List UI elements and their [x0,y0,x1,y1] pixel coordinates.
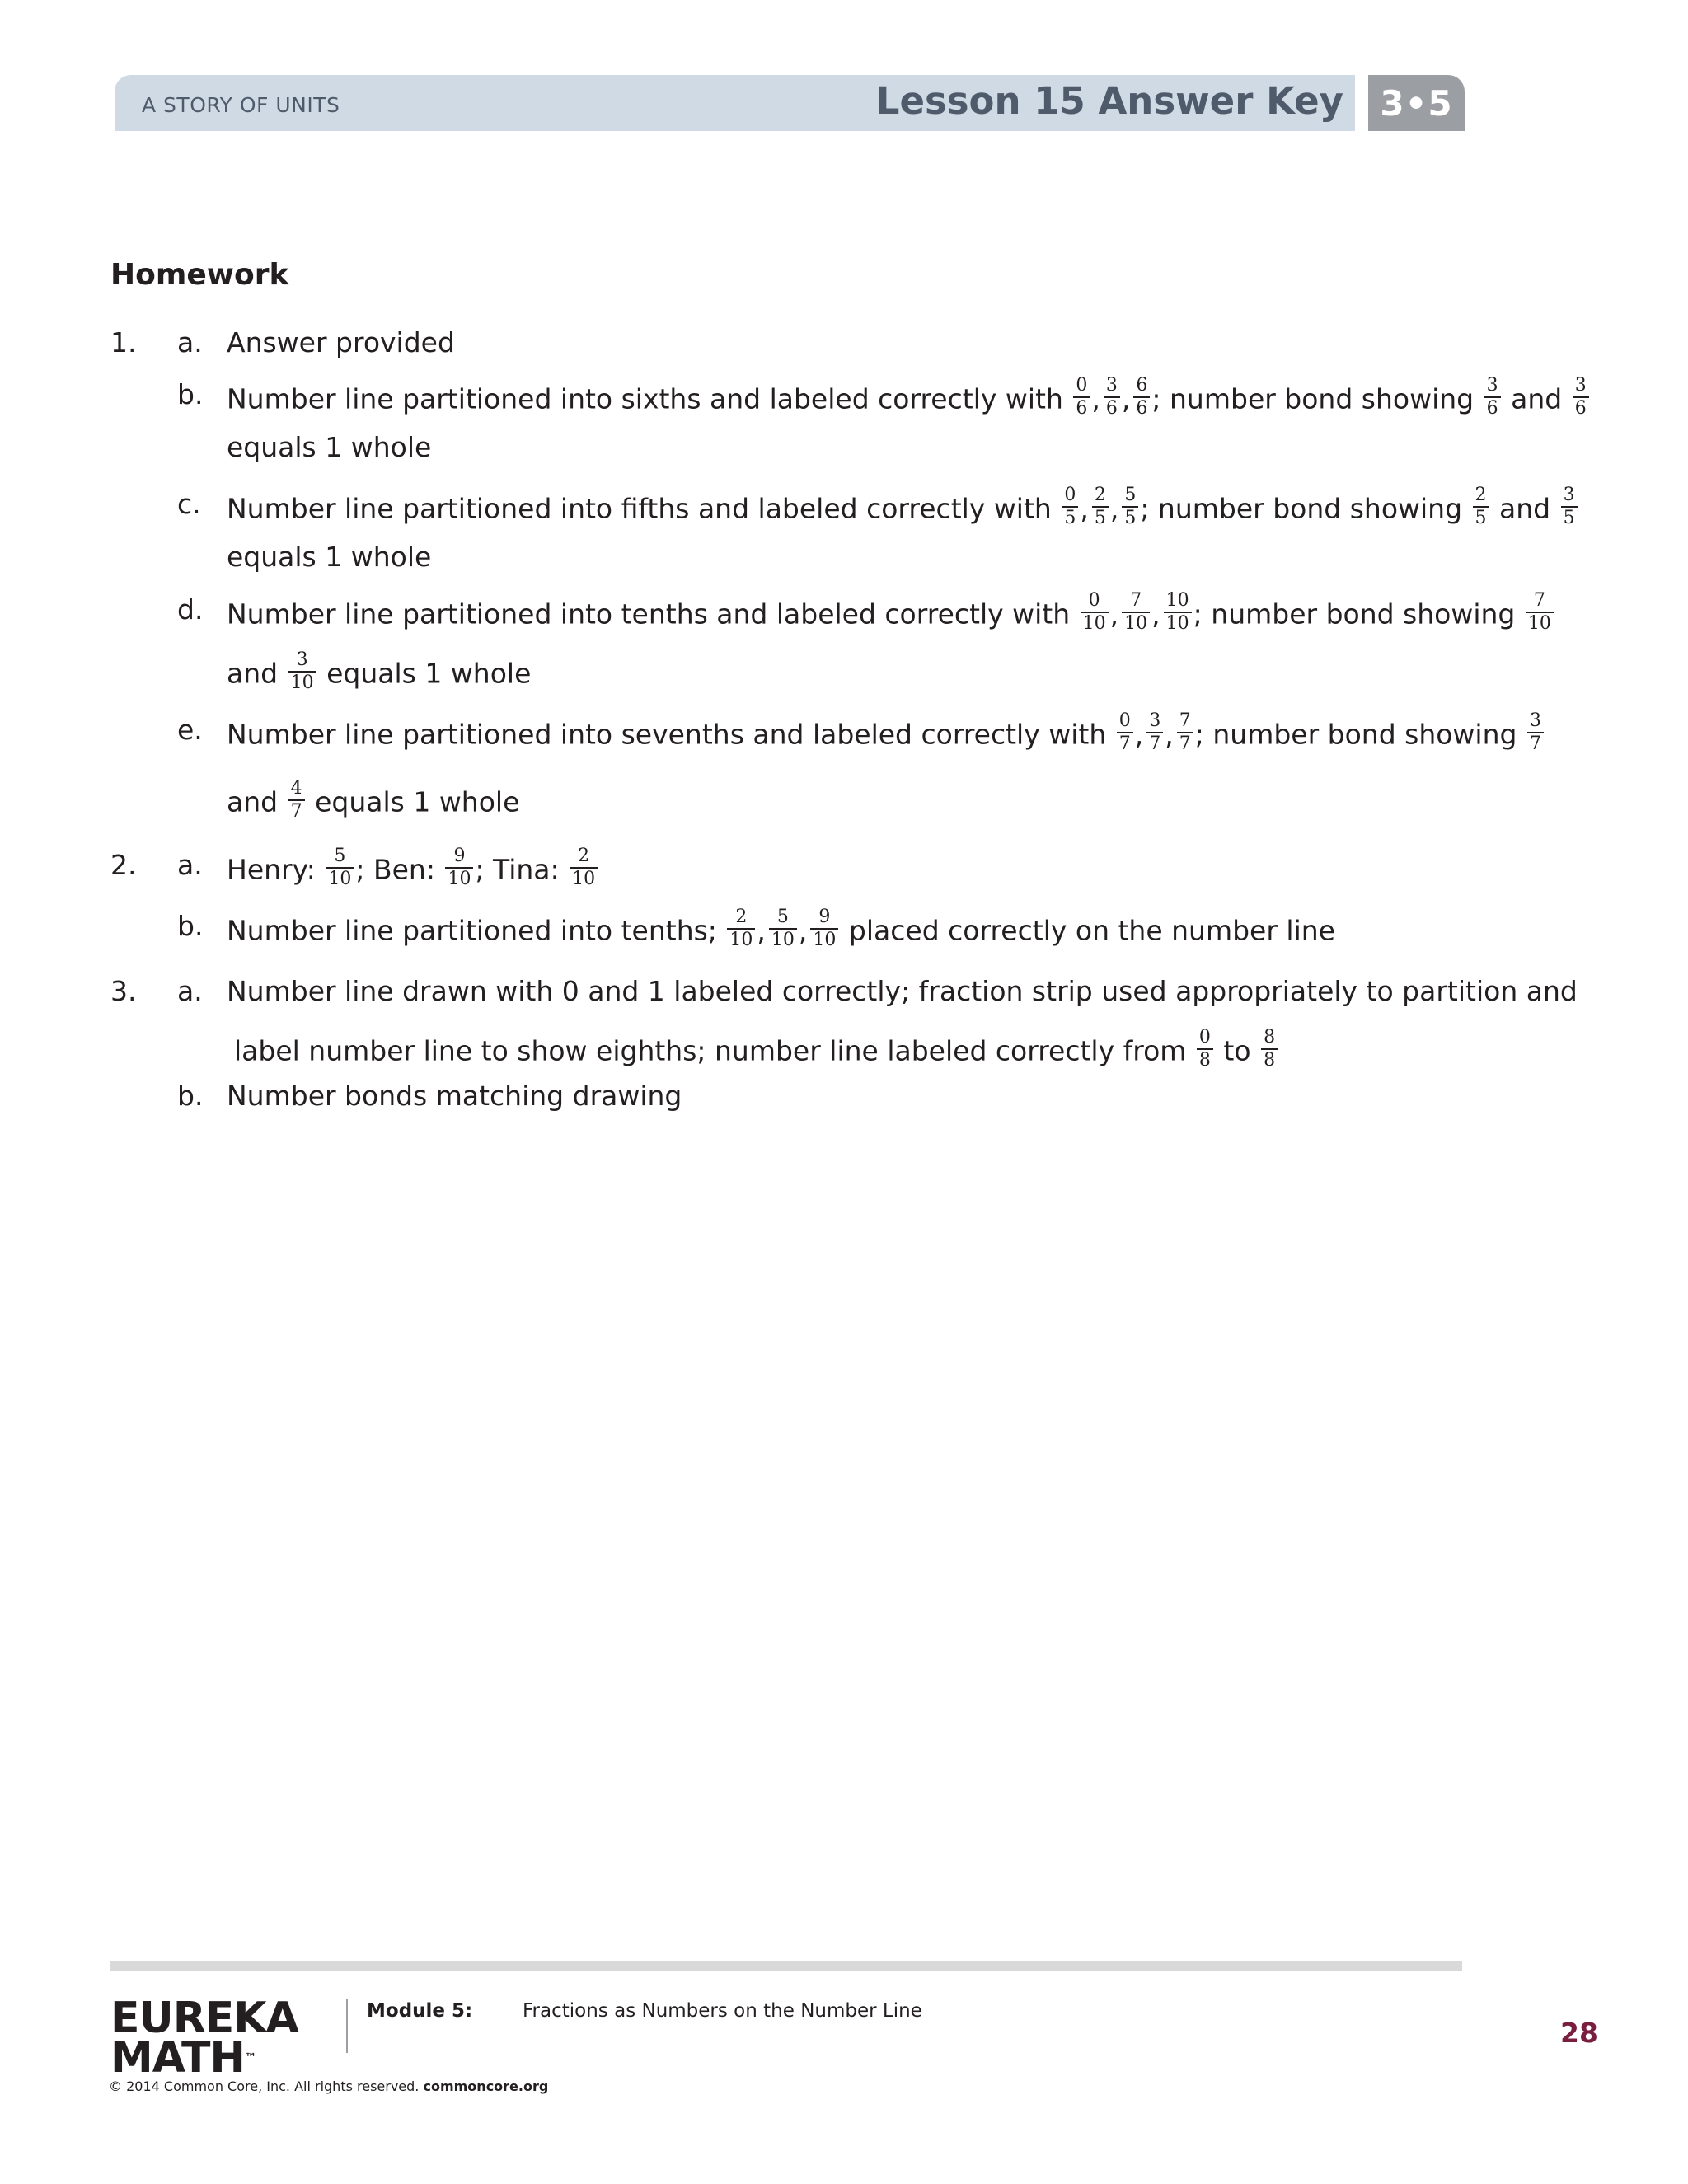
denominator: 5 [1561,506,1578,529]
numerator: 3 [296,649,308,670]
answer-text: Number line partitioned into fifths and labeled correctly with [227,492,1052,525]
numerator: 10 [1165,590,1189,611]
denominator: 10 [570,867,598,890]
module-name: Fractions as Numbers on the Number Line [523,2000,922,2022]
numerator: 7 [1533,590,1545,611]
fraction [769,907,797,951]
numerator: 5 [1124,485,1137,505]
answer-text: ; number bond showing [1193,598,1516,630]
answer-1c-continued: equals 1 whole [227,541,432,573]
fraction [810,907,838,951]
fraction [1122,590,1150,635]
denominator: 10 [326,867,354,890]
logo-line-1: EUREKA [110,1994,298,2043]
fraction [1261,1027,1278,1071]
grade-module-badge: 3•5 [1368,75,1465,131]
denominator: 5 [1473,506,1489,529]
fraction [1062,485,1078,529]
answer-1c: Number line partitioned into fifths and labeled correctly with $\frac{0}{5}$ , $\frac{2}{5}$ , $\frac{5}{5}$ ; number bond showing $\frac{2}{5}$ and $\frac{3}{5}$ [227,488,1579,532]
page-number: 28 [1560,2017,1598,2049]
answer-text: ; number bond showing [1151,382,1475,415]
problem-letter: a. [177,326,203,359]
answer-1d: Number line partitioned into tenths and labeled correctly with $\frac{0}{10}$ , $\frac{7}{10}$ , $\frac{10}{10}$ ; number bond showing $\frac{7}{10}$ [227,593,1555,638]
answer-text: Number line partitioned into tenths and labeled correctly with [227,598,1071,630]
fraction [1081,590,1109,635]
problem-letter: c. [177,488,201,520]
numerator: 0 [1198,1027,1211,1047]
denominator: 5 [1122,506,1138,529]
fraction [1133,375,1150,419]
denominator: 5 [1062,506,1078,529]
numerator: 5 [776,907,789,927]
numerator: 3 [1563,485,1575,505]
answer-2a [227,846,599,893]
copyright [109,2079,548,2094]
denominator: 10 [445,867,473,890]
fraction [288,649,316,694]
answer-text: ; number bond showing [1194,718,1517,751]
denominator: 6 [1073,396,1090,419]
denominator: 6 [1133,396,1150,419]
fraction [1177,710,1193,755]
problem-letter: b. [177,378,204,410]
numerator: 2 [578,846,590,866]
footer-divider [346,1999,348,2053]
problem-number-3: 3. [110,975,137,1007]
numerator: 0 [1118,710,1131,731]
fraction [1117,710,1133,755]
fraction [1104,375,1120,419]
answer-text: Henry: [227,853,316,886]
answer-text: placed correctly on the number line [848,914,1335,947]
problem-letter: a. [177,849,203,881]
numerator: 0 [1076,375,1088,396]
denominator: 7 [1177,732,1193,755]
numerator: 7 [1179,710,1191,731]
denominator: 8 [1197,1048,1213,1071]
answer-text: and [1499,492,1551,525]
denominator: 10 [727,928,755,951]
denominator: 10 [810,928,838,951]
denominator: 8 [1261,1048,1278,1071]
answer-text: and [227,657,279,690]
fraction [1526,590,1554,635]
lesson-title: Lesson 15 Answer Key [875,79,1343,123]
answer-text: Answer provided [227,326,455,359]
numerator: 5 [334,846,346,866]
answer-2b: Number line partitioned into tenths; $\frac{2}{10}$ , $\frac{5}{10}$ , $\frac{9}{10}$ placed correctly on the number line [227,907,1335,950]
answer-text: and [227,785,279,818]
problem-number-1: 1. [110,326,137,359]
numerator: 0 [1088,590,1100,611]
fraction [1092,485,1109,529]
footer-rule [110,1961,1462,1971]
answer-text: ; Tina: [475,853,560,886]
denominator: 10 [288,671,316,694]
answer-text: equals 1 whole [326,657,532,690]
denominator: 10 [1081,612,1109,635]
denominator: 5 [1092,506,1109,529]
fraction [1122,485,1138,529]
copyright-text: © 2014 Common Core, Inc. All rights reserved. [109,2079,420,2094]
answer-text: to [1223,1034,1251,1067]
denominator: 7 [1527,732,1544,755]
fraction [1561,485,1578,529]
answer-1b: Number line partitioned into sixths and labeled correctly with $\frac{0}{6}$ , $\frac{3}{6}$ , $\frac{6}{6}$ ; number bond showing $\frac{3}{6}$ and $\frac{3}{6}$ [227,378,1591,423]
denominator: 10 [1164,612,1192,635]
denominator: 6 [1573,396,1589,419]
numerator: 0 [1064,485,1076,505]
numerator: 4 [290,778,302,799]
answer-text: ; number bond showing [1140,492,1463,525]
fraction [1473,485,1489,529]
problem-number-2: 2. [110,849,137,881]
section-title: Homework [110,258,289,292]
fraction [1484,375,1501,419]
numerator: 8 [1264,1027,1276,1047]
problem-letter: b. [177,1080,204,1112]
numerator: 2 [1475,485,1487,505]
series-name: A STORY OF UNITS [142,93,340,117]
numerator: 7 [1130,590,1142,611]
fraction [1573,375,1589,419]
fraction [1197,1027,1213,1071]
denominator: 6 [1484,396,1501,419]
numerator: 9 [453,846,466,866]
numerator: 3 [1486,375,1498,396]
answer-text: Number line partitioned into sevenths and labeled correctly with [227,718,1107,751]
trademark: ™ [244,2051,256,2064]
denominator: 7 [288,799,305,823]
denominator: 10 [1526,612,1554,635]
fraction [1146,710,1163,755]
numerator: 2 [735,907,748,927]
answer-1e-continued [227,778,520,826]
numerator: 3 [1105,375,1118,396]
numerator: 9 [818,907,831,927]
answer-text: Number line partitioned into sixths and labeled correctly with [227,382,1063,415]
fraction [288,778,305,823]
answer-text: and [1511,382,1563,415]
logo-line-2 [110,2033,298,2083]
problem-letter: a. [177,975,203,1007]
fraction [727,907,755,951]
answer-3a: Number line drawn with 0 and 1 labeled correctly; fraction strip used appropriately to partition and [227,975,1578,1007]
copyright-site: commoncore.org [423,2079,549,2094]
fraction [1164,590,1192,635]
problem-letter: d. [177,593,204,626]
fraction [445,846,473,890]
answer-1a [227,326,455,359]
answer-3a-continued [234,1027,1279,1075]
denominator: 6 [1104,396,1120,419]
problem-letter: b. [177,910,204,942]
denominator: 10 [1122,612,1150,635]
problem-letter: e. [177,714,203,746]
numerator: 3 [1149,710,1161,731]
numerator: 2 [1094,485,1106,505]
denominator: 7 [1146,732,1163,755]
denominator: 10 [769,928,797,951]
answer-3b: Number bonds matching drawing [227,1080,682,1112]
answer-text: equals 1 whole [315,785,520,818]
numerator: 3 [1529,710,1541,731]
fraction [570,846,598,890]
logo-word: MATH [110,2033,245,2083]
numerator: 3 [1574,375,1587,396]
answer-text: label number line to show eighths; number line labeled correctly from [234,1034,1187,1067]
answer-text: ; Ben: [355,853,435,886]
answer-text: Number line partitioned into tenths; [227,914,717,947]
numerator: 6 [1136,375,1148,396]
answer-1d-continued [227,649,532,697]
fraction [1073,375,1090,419]
eureka-math-logo [110,1994,298,2083]
module-label: Module 5: [367,2000,473,2022]
fraction [1527,710,1544,755]
answer-1b-continued: equals 1 whole [227,431,432,463]
denominator: 7 [1117,732,1133,755]
fraction [326,846,354,890]
answer-1e: Number line partitioned into sevenths and labeled correctly with $\frac{0}{7}$ , $\frac{3}{7}$ , $\frac{7}{7}$ ; number bond showing $\frac{3}{7}$ [227,714,1545,758]
